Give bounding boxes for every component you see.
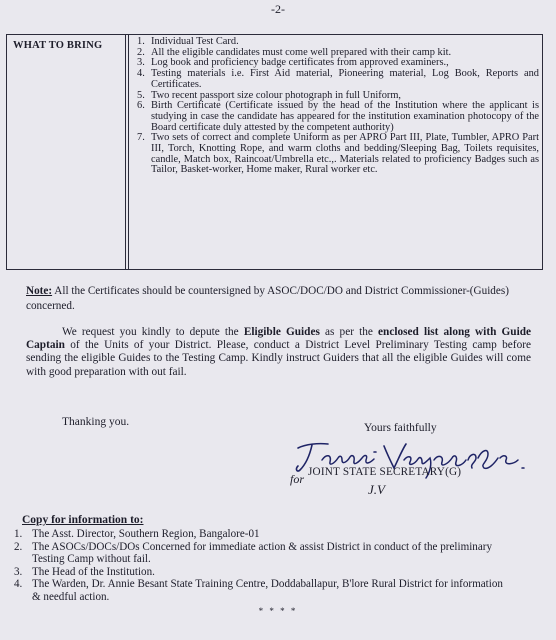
item-number: 3. xyxy=(14,565,23,578)
closing-line: Yours faithfully xyxy=(364,422,437,434)
item-text: Individual Test Card. xyxy=(151,36,239,47)
copy-list xyxy=(14,528,514,603)
list-item xyxy=(14,528,514,540)
what-to-bring-table xyxy=(6,34,543,270)
list-item xyxy=(14,541,514,565)
list-item xyxy=(131,133,539,176)
page-number: -2- xyxy=(271,2,285,16)
item-text: Testing materials i.e. First Aid material, Pioneering material, Log Book, Reports and Certificates. xyxy=(151,68,539,90)
item-number: 2. xyxy=(14,540,23,553)
list-item xyxy=(131,69,539,90)
item-number: 6. xyxy=(137,100,145,112)
item-number: 4. xyxy=(137,68,145,80)
note-text: All the Certificates should be countersigned by ASOC/DOC/DO and District Commissioner-(Guides) concerned. xyxy=(26,285,509,312)
item-number: 7. xyxy=(137,132,145,144)
list-item xyxy=(14,578,514,602)
list-item xyxy=(131,101,539,133)
signatory-initials: J.V xyxy=(368,482,385,497)
end-mark: * * * * xyxy=(258,606,298,616)
item-text: Two recent passport size colour photograph in full Uniform, xyxy=(151,89,402,101)
list-item xyxy=(14,566,514,578)
item-number: 2. xyxy=(137,46,145,58)
item-text: Log book and proficiency badge certificates from approved examiners., xyxy=(151,57,449,69)
request-text: We request you kindly to depute the xyxy=(62,326,244,338)
item-text: Two sets of correct and complete Uniform as per APRO Part III, Plate, Tumbler, APRO Part III, Torch, Knotting Rope, and warm cloths and bedding/Sleeping Bag, Toilets requisites, candle, Match box, Raincoat/Umbrella etc.,. Materials related to proficiency Badges such as Tailor, Basket-worker, Home maker, Rural worker etc. xyxy=(151,132,539,176)
what-to-bring-list xyxy=(131,37,539,176)
what-to-bring-label: WHAT TO BRING xyxy=(13,40,103,51)
item-text: All the eligible candidates must come well prepared with their camp kit. xyxy=(151,46,452,58)
item-text: The Warden, Dr. Annie Besant State Training Centre, Doddaballapur, B'lore Rural District for information & needful action. xyxy=(32,578,503,603)
request-bold-text: enclosed list along with Guide Captain xyxy=(26,326,531,352)
note-label: Note: xyxy=(26,285,53,297)
item-number: 3. xyxy=(137,57,145,69)
note-paragraph xyxy=(26,284,526,313)
signatory-title: JOINT STATE SECRETARY(G) xyxy=(308,466,462,478)
copy-heading: Copy for information to: xyxy=(22,514,144,526)
table-divider xyxy=(125,35,126,269)
item-text: Birth Certificate (Certificate issued by the head of the Institution where the applicant is studying in case the candidate has appeared for the institution examination photocopy of the Board certificate duly attested by the competent authority) xyxy=(151,100,539,133)
request-text: as per the xyxy=(319,326,379,338)
item-text: The Asst. Director, Southern Region, Bangalore-01 xyxy=(32,528,260,540)
item-number: 4. xyxy=(14,578,23,591)
item-text: The Head of the Institution. xyxy=(32,565,155,578)
request-paragraph xyxy=(26,326,531,379)
item-text: The ASOCs/DOCs/DOs Concerned for immediate action & assist District in conduct of the preliminary Testing Camp without fail. xyxy=(32,540,493,565)
request-bold-text: Eligible Guides xyxy=(243,326,320,338)
thanks-line: Thanking you. xyxy=(62,416,130,428)
item-number: 5. xyxy=(137,89,145,101)
item-number: 1. xyxy=(137,36,145,47)
request-text: of the Units of your District. Please, conduct a District Level Preliminary Testing camp before sending the eligible Guides to the Testing Camp. Kindly instruct Guiders that all the eligible Guides will come with good preparation with out fail. xyxy=(26,339,531,378)
for-mark: for xyxy=(290,472,305,486)
table-divider-inner xyxy=(128,35,129,269)
item-number: 1. xyxy=(14,528,23,540)
